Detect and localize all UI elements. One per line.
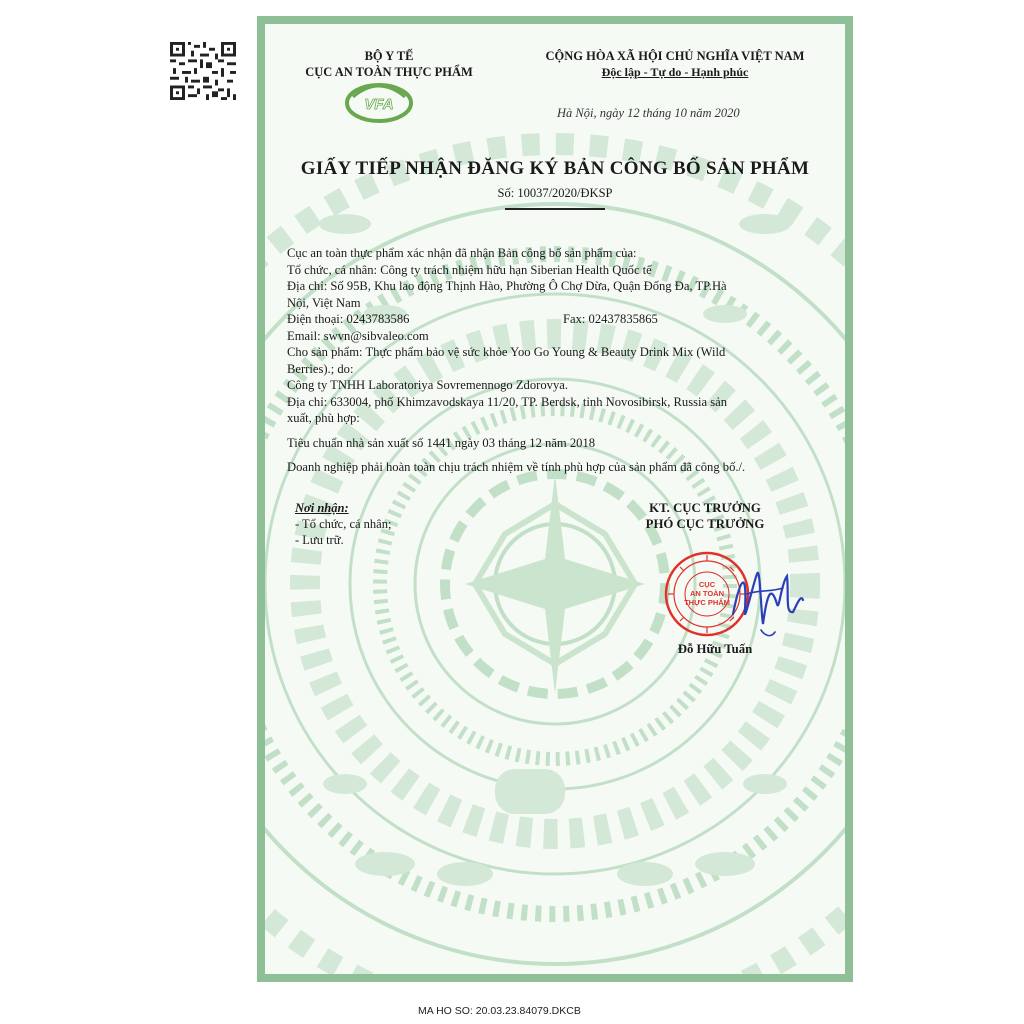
handwritten-signature [727, 554, 807, 644]
svg-text:AN TOÀN: AN TOÀN [689, 589, 725, 598]
svg-text:THỰC PHẨM: THỰC PHẨM [684, 598, 730, 607]
body-line: xuất, phù hợp: [287, 411, 360, 425]
vfa-logo-icon [343, 79, 415, 125]
body-line: Địa chỉ: Số 95B, Khu lao động Thịnh Hào, Phường Ô Chợ Dừa, Quận Đống Đa, TP.Hà [287, 279, 727, 293]
file-code: MA HO SO: 20.03.23.84079.DKCB [418, 1005, 581, 1017]
body-line: Cục an toàn thực phẩm xác nhận đã nhận Bản công bố sản phẩm của: [287, 246, 637, 260]
signatory-line: KT. CỤC TRƯỞNG [649, 501, 761, 515]
fax-text: Fax: 02437835865 [563, 312, 658, 326]
country-header [505, 48, 845, 80]
body-line: Nội, Việt Nam [287, 295, 361, 310]
document-number: Số: 10037/2020/ĐKSP [497, 186, 613, 200]
body-line: Tiêu chuẩn nhà sản xuất số 1441 ngày 03 tháng 12 năm 2018 [287, 435, 596, 450]
issue-date: Hà Nội, ngày 12 tháng 10 năm 2020 [557, 106, 740, 120]
country-name: CỘNG HÒA XÃ HỘI CHỦ NGHĨA VIỆT NAM [545, 49, 805, 63]
document-title: GIẤY TIẾP NHẬN ĐĂNG KÝ BẢN CÔNG BỐ SẢN PHẨM [300, 158, 810, 179]
department-name: CỤC AN TOÀN THỰC PHẨM [305, 65, 473, 79]
recipients-title: Nơi nhận: [295, 501, 349, 515]
qr-code [170, 42, 236, 100]
signatory-title [605, 500, 805, 532]
certificate-frame [257, 16, 853, 982]
email-text: Email: swvn@sibvaleo.com [287, 328, 429, 343]
body-line: Doanh nghiệp phải hoàn toàn chịu trách nhiệm về tính phù hợp của sản phẩm đã công bố./. [287, 460, 746, 474]
title-divider [505, 208, 605, 210]
signatory-line: PHÓ CỤC TRƯỞNG [645, 517, 765, 531]
issuer-header [265, 48, 513, 80]
ministry-name: BỘ Y TẾ [364, 49, 414, 63]
document-body [287, 245, 837, 476]
phone-text: Điện thoại: 0243783586 [287, 312, 410, 326]
body-line: Tổ chức, cá nhân: Công ty trách nhiệm hữu hạn Siberian Health Quốc tế [287, 262, 652, 277]
body-line: Công ty TNHH Laboratoriya Sovremennogo Zdorovya. [287, 378, 568, 392]
svg-text:CỤC: CỤC [698, 580, 716, 589]
body-line: Cho sản phẩm: Thực phẩm bảo vệ sức khỏe Yoo Go Young & Beauty Drink Mix (Wild [287, 345, 726, 359]
body-line: Berries).; do: [287, 361, 354, 376]
recipients-block [295, 500, 391, 548]
svg-text:VFA: VFA [364, 96, 394, 113]
contact-line [287, 311, 837, 328]
recipient-item: - Tổ chức, cá nhân; [295, 517, 392, 531]
national-motto: Độc lập - Tự do - Hạnh phúc [601, 65, 749, 79]
recipient-item: - Lưu trữ. [295, 533, 344, 547]
body-line: Địa chỉ: 633004, phố Khimzavodskaya 11/20, TP. Berdsk, tỉnh Novosibirsk, Russia sản [287, 394, 728, 409]
signer-name: Đỗ Hữu Tuấn [677, 642, 753, 656]
